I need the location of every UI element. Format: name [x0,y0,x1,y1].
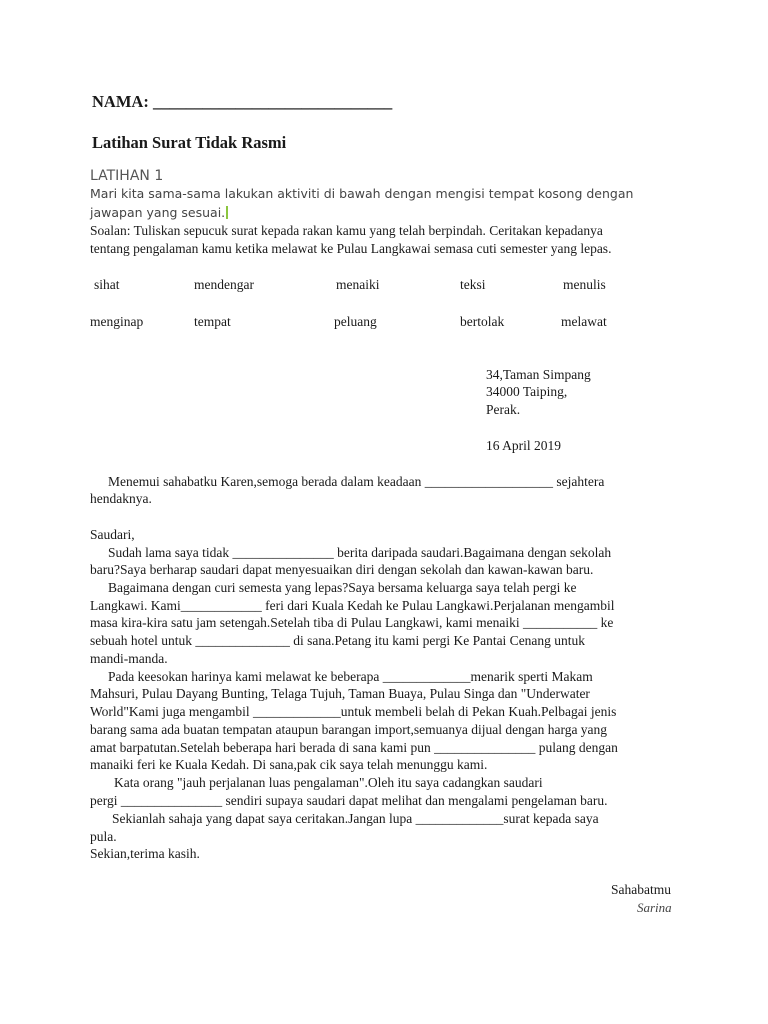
letter-date: 16 April 2019 [486,438,562,453]
word-bank-item: mendengar [194,277,254,292]
address-line-1: 34,Taman Simpang [486,367,591,382]
letter-line: sebuah hotel untuk ______________ di sana.Petang itu kami pergi Ke Pantai Cenang untuk [90,633,586,648]
word-bank-item: sihat [94,277,120,292]
address-line-2: 34000 Taiping, [486,384,568,399]
letter-line: Mahsuri, Pulau Dayang Bunting, Telaga Tujuh, Taman Buaya, Pulau Singa dan "Underwater [90,686,590,701]
address-line-3: Perak. [486,402,521,417]
word-bank-item: melawat [561,314,607,329]
letter-line: pula. [90,829,117,844]
question-line-2: tentang pengalaman kamu ketika melawat ke Pulau Langkawai semasa cuti semester yang lepas. [90,241,612,256]
word-bank-item: peluang [334,314,377,329]
closing: Sahabatmu [611,882,671,897]
exercise-instruction [90,184,680,222]
text-cursor-icon [226,206,228,219]
instruction-text: Mari kita sama-sama lakukan aktiviti di bawah dengan mengisi tempat kosong dengan jawapan yang sesuai. [90,186,634,220]
letter-line: Bagaimana dengan curi semesta yang lepas?Saya bersama keluarga saya telah pergi ke [108,580,577,595]
word-bank-item: menaiki [336,277,380,292]
question-line-1: Soalan: Tuliskan sepucuk surat kepada rakan kamu yang telah berpindah. Ceritakan kepadanya [90,223,603,238]
letter-line: amat barpatutan.Setelah beberapa hari berada di sana kami pun _______________ pulang dengan [90,740,618,755]
letter-line: Langkawi. Kami____________ feri dari Kuala Kedah ke Pulau Langkawi.Perjalanan mengambil [90,598,615,613]
letter-line: Sudah lama saya tidak _______________ berita daripada saudari.Bagaimana dengan sekolah [108,545,612,560]
word-bank-item: menginap [90,314,144,329]
greeting-line-2: hendaknya. [90,491,152,506]
letter-line: manaiki feri ke Kuala Kedah. Di sana,pak cik saya telah menunggu kami. [90,757,488,772]
letter-line: mandi-manda. [90,651,168,666]
word-bank-item: menulis [563,277,606,292]
letter-line: baru?Saya berharap saudari dapat menyesuaikan diri dengan sekolah dan kawan-kawan baru. [90,562,594,577]
letter-line: barang sama ada buatan tempatan ataupun barangan import,semuanya dijual dengan harga yang [90,722,608,737]
question-text [90,222,690,258]
signature: Sarina [637,900,672,915]
letter-line: World"Kami juga mengambil _____________untuk membeli belah di Pekan Kuah.Pelbagai jenis [90,704,617,719]
letter-line: pergi _______________ sendiri supaya saudari dapat melihat dan mengalami pengelaman baru. [90,793,608,808]
word-bank-item: tempat [194,314,231,329]
salutation: Saudari, [90,527,135,542]
letter-line: Sekian,terima kasih. [90,846,200,861]
greeting-line-1: Menemui sahabatku Karen,semoga berada dalam keadaan ___________________ sejahtera [108,474,605,489]
word-bank-item: teksi [460,277,486,292]
page-title: Latihan Surat Tidak Rasmi [92,133,287,152]
letter-line: Sekianlah sahaja yang dapat saya ceritakan.Jangan lupa _____________surat kepada saya [112,811,599,826]
word-bank-item: bertolak [460,314,505,329]
letter-line: Kata orang "jauh perjalanan luas pengalaman".Oleh itu saya cadangkan saudari [114,775,543,790]
exercise-label: LATIHAN 1 [90,168,164,184]
name-field-label: NAMA: _____________________________ [92,92,393,111]
letter-line: Pada keesokan harinya kami melawat ke beberapa _____________menarik sperti Makam [108,669,593,684]
letter-line: masa kira-kira satu jam setengah.Setelah tiba di Pulau Langkawi, kami menaiki ___________ ke [90,615,614,630]
